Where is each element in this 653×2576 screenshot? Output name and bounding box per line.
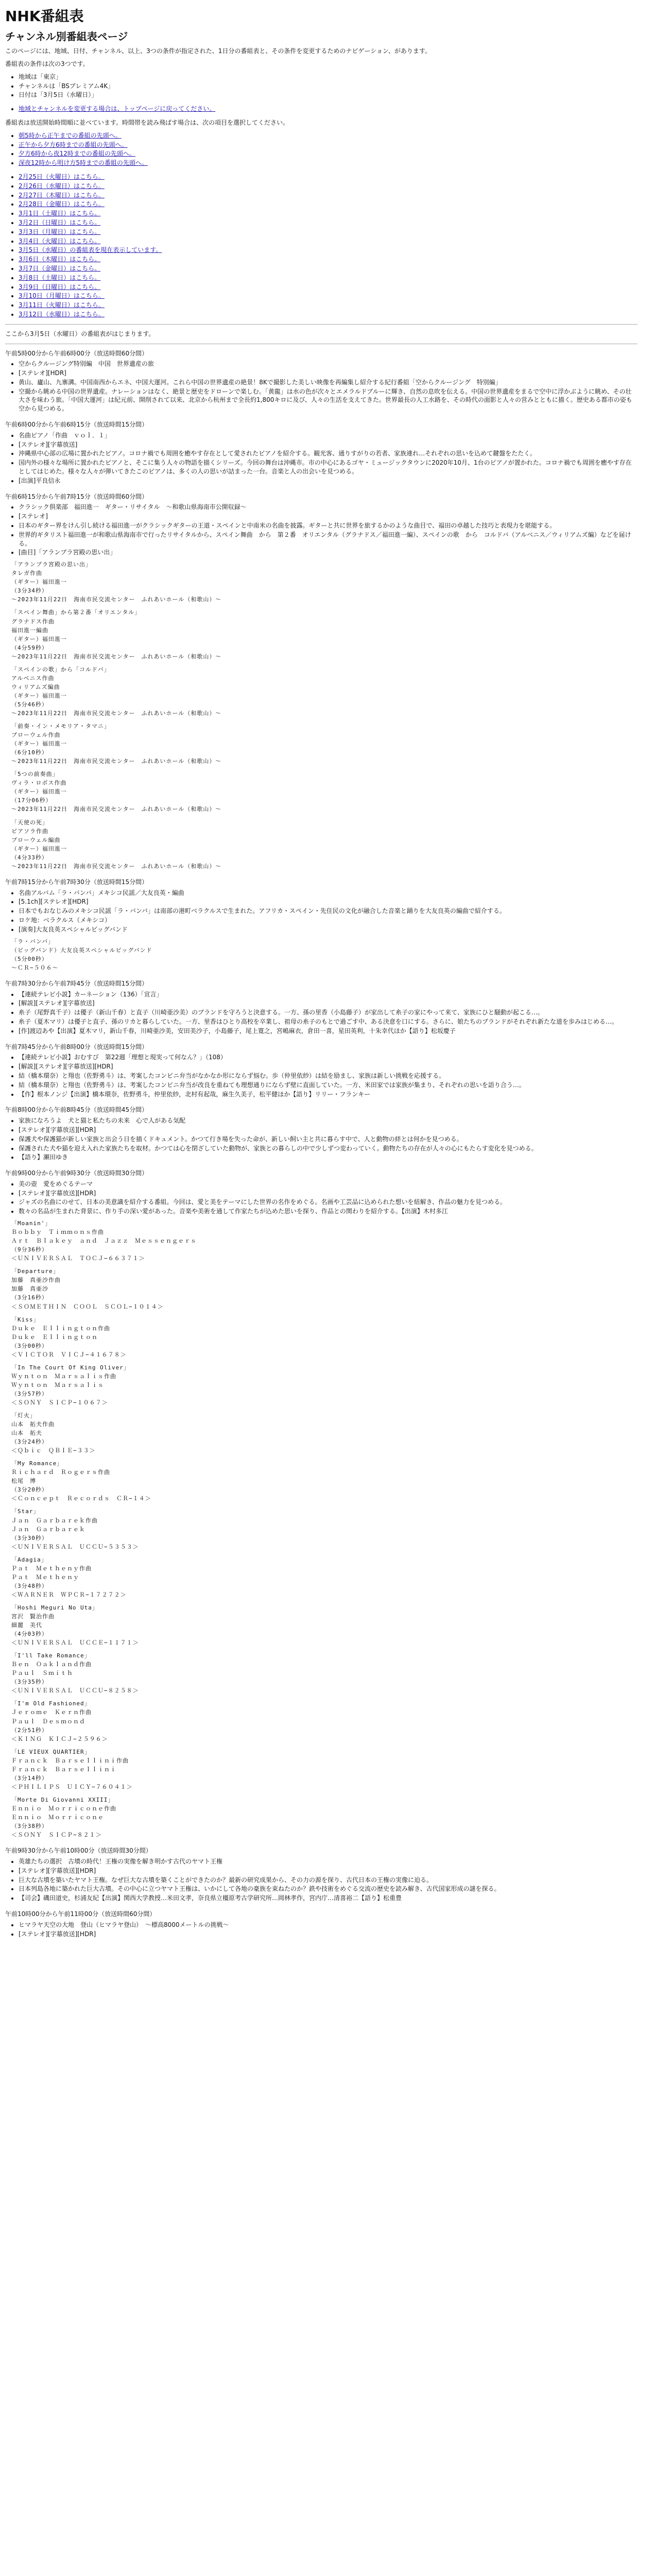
date-nav-item — [19, 209, 638, 218]
music-entry: 「Hoshi Meguri No Uta」 宮沢 賢治作曲 細麗 美代 （4分03秒） ＜ＵＮＩＶＥＲＳＡＬ ＵＣＣＥ−１１７１＞ — [11, 1604, 139, 1647]
program-time: 午前9時30分から午前10時00分（放送時間30分間） — [5, 1847, 152, 1855]
music-entry: 「スペイン舞曲」から第２番「オリエンタル」 グラナドス作曲 福田進一編曲 （ギター）福田進一 （4分59秒） 〜2023年11月22日 海南市民交流センター ふれあいホール（和歌山）〜 — [11, 609, 222, 660]
date-nav-link[interactable]: 3月1日（土曜日）はこちら。 — [19, 210, 101, 217]
date-nav-link[interactable]: 3月12日（水曜日）はこちら。 — [19, 310, 105, 318]
date-nav-link[interactable]: 3月6日（木曜日）はこちら。 — [19, 256, 101, 263]
program-title: • 【連続テレビ小説】おむすび 第22週「理想と現実って何なん？」（108） — [19, 1053, 638, 1062]
program-detail: • [ステレオ][字幕放送][HDR] — [19, 1930, 638, 1939]
program-detail: • 数々の名品が生まれた背景に、作り手の深い愛があった。音楽や美術を通して作家たちが込めた思いを探り、作品との関わりを紹介する。【出演】木村多江 — [19, 1207, 638, 1216]
date-nav-link[interactable]: 3月7日（金曜日）はこちら。 — [19, 264, 101, 272]
program-detail: • 【司会】磯田道史，杉浦友紀【出演】関西大学教授…米田文孝，奈良県立橿原考古学研究所…岡林孝作，宮内庁…清喜裕二【語り】松重豊 — [19, 1894, 638, 1903]
program-details — [5, 1116, 638, 1162]
program-title: • 家族になろうよ 犬と猫と私たちの未来 心で人がある気配 — [19, 1116, 638, 1125]
music-entry: 「Morte Di Giovanni XXIII」 Ｅｎｎｉｏ Ｍｏｒｒｉｃｏｎｅ作曲 Ｅｎｎｉｏ Ｍｏｒｒｉｃｏｎｅ （3分38秒） ＜ＳＯＮＹ ＳＩＣＰ−８２１＞ — [11, 1796, 116, 1839]
music-entry: 「In The Court Of King Oliver」 Ｗｙｎｔｏｎ Ｍａｒｓａｌｉｓ作曲 Ｗｙｎｔｏｎ Ｍａｒｓａｌｉｓ （3分57秒） ＜ＳＯＮＹ ＳＩＣＰ−１０６７＞ — [11, 1364, 130, 1406]
date-nav-item — [19, 292, 638, 300]
top-link-item — [19, 105, 638, 113]
date-nav-item — [19, 274, 638, 282]
program-details — [5, 889, 638, 934]
program-title: • 【連続テレビ小説】カーネーション（136）「宣言」 — [19, 990, 638, 999]
time-nav-item — [19, 159, 638, 167]
program-details — [5, 431, 638, 485]
date-nav-item — [19, 301, 638, 310]
date-nav-link[interactable]: 3月5日（水曜日）の番組表を現在表示しています。 — [19, 246, 162, 254]
time-nav-midnight-link[interactable]: 深夜12時から明け方5時までの番組の先頭へ。 — [19, 159, 148, 167]
program-time: 午前6時15分から午前7時15分（放送時間60分間） — [5, 493, 148, 500]
program-detail: • 沖縄県中心部の広場に置かれたピアノ。コロナ禍でも周囲を癒やす存在として愛されたピアノを紹介する。観光客、通りすがりの若者、家族連れ…それぞれの思いを込めて鍵盤をたたく。 — [19, 449, 638, 458]
program-time: 午前5時00分から午前6時00分（放送時間60分間） — [5, 349, 148, 357]
program — [5, 878, 638, 972]
program-detail: • [作]渡辺あや【出演】夏木マリ，新山千春，川崎亜沙美，安田美沙子，小島藤子，尾上寛之，宮嶋麻衣，倉田一喜，星田英利，十朱幸代ほか【語り】松坂慶子 — [19, 1027, 638, 1036]
program-detail: • 巨大な古墳を築いたヤマト王権。なぜ巨大な古墳を築くことができたのか？最新の研究成果から、その力の源を探り、古代日本の王権の実像に迫る。 — [19, 1876, 638, 1885]
program — [5, 1169, 638, 1839]
date-nav-item — [19, 228, 638, 236]
program-detail: • 保護犬や保護猫が新しい家族と出会う日を描くドキュメント。かつて行き場を失った命が、新しい飼い主と共に暮らす中で、人と動物の絆とは何かを見つめる。 — [19, 1135, 638, 1144]
time-nav-item — [19, 141, 638, 149]
condition-date: • 日付は「3月5日（水曜日）」 — [19, 91, 638, 99]
program-time: 午前6時00分から午前6時15分（放送時間15分間） — [5, 421, 148, 429]
date-nav-link[interactable]: 2月27日（木曜日）はこちら。 — [19, 191, 105, 199]
program-time: 午前9時00分から午前9時30分（放送時間30分間） — [5, 1170, 148, 1177]
music-entry: 「My Romance」 Ｒｉｃｈａｒｄ Ｒｏｇｅｒｓ作曲 松尾 博 （3分20秒） ＜Ｃｏｎｃｅｐｔ Ｒｅｃｏｒｄｓ ＣＲ−１４＞ — [11, 1460, 151, 1502]
program-detail: • [出演]平良信永 — [19, 477, 638, 485]
date-nav-item — [19, 283, 638, 292]
music-entry: 「灯火」 山本 拓夫作曲 山本 拓夫 （3分24秒） ＜Ｑｂｉｃ ＱＢＩＥ−３３＞ — [11, 1412, 96, 1454]
date-nav-link[interactable]: 3月11日（火曜日）はこちら。 — [19, 301, 105, 309]
date-nav-item — [19, 237, 638, 246]
date-nav-link[interactable]: 3月10日（月曜日）はこちら。 — [19, 292, 105, 300]
program-details — [5, 1857, 638, 1903]
time-nav — [5, 131, 638, 167]
program-detail: • [ステレオ][字幕放送] — [19, 440, 638, 449]
top-page-link[interactable]: 地域とチャンネルを変更する場合は、トップページに戻ってください。 — [19, 105, 216, 113]
date-nav-link[interactable]: 3月2日（日曜日）はこちら。 — [19, 218, 101, 226]
top-link-list — [5, 105, 638, 113]
program-detail: • [演奏]大友良英スペシャルビッグバンド — [19, 925, 638, 934]
program-detail: • [解説][ステレオ][字幕放送] — [19, 999, 638, 1008]
program-details — [5, 1180, 638, 1216]
program-detail: • 世界的ギタリスト福田進一が和歌山県海南市で行ったリサイタルから、スペイン舞曲 から 第２番 オリエンタル（グラナドス／福田進一編）、スペインの歌 から コルドバ（アルベニス／ウィリアムズ編）などを届ける。 — [19, 531, 638, 548]
date-nav-item — [19, 310, 638, 319]
music-entry: 「Star」 Ｊａｎ Ｇａｒｂａｒｅｋ作曲 Ｊａｎ Ｇａｒｂａｒｅｋ （3分30秒） ＜ＵＮＩＶＥＲＳＡＬ ＵＣＣＵ−５３５３＞ — [11, 1508, 139, 1550]
date-nav-link[interactable]: 3月9日（日曜日）はこちら。 — [19, 283, 101, 291]
program-details — [5, 1053, 638, 1098]
page-intro: このページには、地域、日付、チャンネル、以上、3つの条件が指定された、1日分の番組表と、その条件を変更するためのナビゲーション、があります。 — [5, 47, 431, 55]
program-title: • クラシック倶楽部 福田進一 ギター・リサイタル 〜和歌山県海南市公開収録〜 — [19, 503, 638, 512]
date-nav-item — [19, 264, 638, 273]
program-title: • 名曲ピアノ「作曲 ｖｏｌ．１」 — [19, 431, 638, 440]
date-nav-item — [19, 173, 638, 181]
music-entry: 「アランブラ宮殿の思い出」 タレガ作曲 （ギター）福田進一 （3分34秒） 〜2023年11月22日 海南市民交流センター ふれあいホール（和歌山）〜 — [11, 561, 222, 603]
program-detail: • [ステレオ][HDR] — [19, 369, 638, 378]
date-nav-link[interactable]: 3月3日（月曜日）はこちら。 — [19, 228, 101, 235]
program-title: • ヒマラヤ天空の大地 登山（ヒマラヤ登山） 〜標高8000メートルの挑戦〜 — [19, 1921, 638, 1929]
program — [5, 1910, 638, 1938]
program-title: • 空からクルージング特別編 中国 世界遺産の旅 — [19, 360, 638, 368]
program-details — [5, 990, 638, 1036]
date-nav-item — [19, 218, 638, 227]
music-entry: 「スペインの歌」から「コルドバ」 アルベニス作曲 ウィリアムズ編曲 （ギター）福田進一 （5分46秒） 〜2023年11月22日 海南市民交流センター ふれあいホール（和歌山）〜 — [11, 666, 222, 717]
program — [5, 349, 638, 414]
date-nav-link[interactable]: 2月25日（火曜日）はこちら。 — [19, 173, 105, 180]
program-details — [5, 360, 638, 413]
program-detail: • 国内外の様々な場所に置かれたピアノと、そこに集う人々の物語を描くシリーズ。今回の舞台は沖縄市。市の中心にあるゴヤ・ミュージックタウンに2020年10月、1台のピアノが置かれた。コロナ禍でも周囲を癒やす存在としてはじめた。様々な人々が弾いてきたこのピアノは、多くの人の思いが詰まった一台。音楽と人の出会いを見つめる。 — [19, 459, 638, 476]
music-entry: 「I'm Old Fashioned」 Ｊｅｒｏｍｅ Ｋｅｒｎ作曲 Ｐａｕｌ Ｄｅｓｍｏｎｄ （2分51秒） ＜ＫＩＮＧ ＫＩＣＪ−２５９６＞ — [11, 1700, 108, 1742]
site-title: NHK番組表 — [5, 8, 84, 25]
conditions-intro: 番組表の条件は次の3つです。 — [5, 60, 89, 67]
program-detail: • 糸子（夏木マリ）は優子と直子、孫のリカと暮らしていた。一方、里香はひとり高校を卒業し、祖母の糸子のもとで過ごす中、ある決意を口にする。さらに、娘たちのブランドがそれぞれ新たな道を歩みはじめる…。 — [19, 1018, 638, 1026]
program — [5, 420, 638, 485]
music-entry: 「天使の死」 ピアソラ作曲 ブローウェル編曲 （ギター）福田進一 （4分33秒） 〜2023年11月22日 海南市民交流センター ふれあいホール（和歌山）〜 — [11, 819, 222, 870]
list-intro: ここから3月5日（水曜日）の番組表がはじまります。 — [5, 330, 155, 337]
date-nav-item — [19, 191, 638, 200]
music-entry: 「ラ・バンバ」 （ビッグバンド）大友良英スペシャルビッグバンド （5分00秒） 〜ＣＲ−５０６〜 — [11, 938, 152, 971]
program-title: • 英雄たちの選択 古墳の時代！王権の実像を解き明かす古代のヤマト王権 — [19, 1857, 638, 1866]
program-detail: • 日本でもおなじみのメキシコ民謡「ラ・バンバ」は南部の港町ベラクルスで生まれた。アフリカ・スペイン・先住民の文化が融合した音楽と踊りを大友良英の編曲で紹介する。 — [19, 907, 638, 916]
music-entry: 「5つの前奏曲」 ヴィラ・ロボス作曲 （ギター）福田進一 （17分06秒） 〜2023年11月22日 海南市民交流センター ふれあいホール（和歌山）〜 — [11, 771, 222, 813]
program-detail: • ロケ地：ベラクルス（メキシコ） — [19, 916, 638, 925]
program-detail: • 糸子（尾野真千子）は優子（新山千春）と直子（川崎亜沙美）のブランドを守ろうと決意する。一方、孫の里香（小島藤子）が家出して糸子の家にやって来て、家族にひと騒動が起こる…。 — [19, 1008, 638, 1017]
time-nav-evening-link[interactable]: 夕方6時から夜12時までの番組の先頭へ。 — [19, 150, 135, 158]
program-time: 午前7時45分から午前8時00分（放送時間15分間） — [5, 1043, 148, 1050]
music-entry: 「Moanin'」 Ｂｏｂｂｙ Ｔｉｍｍｏｎｓ作曲 Ａｒｔ Ｂｌａｋｅｙ ａｎｄ Ｊａｚｚ Ｍｅｓｓｅｎｇｅｒｓ （9分36秒） ＜ＵＮＩＶＥＲＳＡＬ ＴＯＣＪ−６６３７１＞ — [11, 1220, 197, 1262]
program — [5, 979, 638, 1036]
time-nav-item — [19, 131, 638, 140]
date-nav-link[interactable]: 2月28日（金曜日）はこちら。 — [19, 200, 105, 208]
program-detail: • [曲目]「アランブラ宮殿の思い出」 — [19, 548, 638, 557]
program-detail: • 日本のギター界をけん引し続ける福田進一がクラシックギターの王道・スペインと中南米の名曲を披露。ギターと共に世界を旅するかのような曲目で、福田の卓越した技巧と表現力を堪能する。 — [19, 521, 638, 530]
program-detail: • [5.1ch][ステレオ][HDR] — [19, 897, 638, 906]
program-detail: • ジャズの名曲にのせて、日本の美意識を紹介する番組。今回は、愛と美をテーマにした世界の名作をめぐる。名画や工芸品に込められた想いを紐解き、作品の魅力を見つめる。 — [19, 1198, 638, 1207]
program-detail: • [ステレオ][字幕放送][HDR] — [19, 1867, 638, 1875]
condition-region: • 地域は「東京」 — [19, 73, 638, 81]
program-detail: • [ステレオ][字幕放送][HDR] — [19, 1126, 638, 1134]
music-entry: 「前奏・イン・メモリア・タマニ」 ブローウェル作曲 （ギター）福田進一 （6分10秒） 〜2023年11月22日 海南市民交流センター ふれあいホール（和歌山）〜 — [11, 723, 222, 765]
divider — [5, 324, 638, 325]
program-detail: • [解説][ステレオ][字幕放送][HDR] — [19, 1062, 638, 1071]
music-entry: 「LE VIEUX QUARTIER」 Ｆｒａｎｃｋ Ｂａｒｓｅｌｌｉｎｉ作曲 Ｆｒａｎｃｋ Ｂａｒｓｅｌｌｉｎｉ （3分14秒） ＜ＰＨＩＬＩＰＳ ＵＩＣＹ−７６０４１＞ — [11, 1748, 133, 1790]
date-nav-link[interactable]: 3月8日（土曜日）はこちら。 — [19, 274, 101, 281]
music-entry: 「Kiss」 Ｄｕｋｅ Ｅｌｌｉｎｇｔｏｎ作曲 Ｄｕｋｅ Ｅｌｌｉｎｇｔｏｎ （3分00秒） ＜ＶＩＣＴＯＲ ＶＩＣＪ−４１６７８＞ — [11, 1316, 127, 1358]
date-nav-item — [19, 255, 638, 264]
date-nav-link[interactable]: 2月26日（水曜日）はこちら。 — [19, 182, 105, 190]
music-entry: 「Departure」 加藤 真亜沙作曲 加藤 真亜沙 （3分16秒） ＜ＳＯＭＥＴＨＩＮ ＣＯＯＬ ＳＣＯＬ−１０１４＞ — [11, 1268, 164, 1310]
date-nav-item — [19, 200, 638, 209]
program-detail: • 日本列島各地に築かれた巨大古墳。その中心に立つヤマト王権は、いかにして各地の豪族を束ねたのか？鉄や技術をめぐる交流の歴史を読み解き、古代国家形成の謎を探る。 — [19, 1885, 638, 1893]
program-list — [5, 349, 638, 1939]
program-detail: • [ステレオ] — [19, 512, 638, 521]
time-nav-intro: 番組表は放送開始時間順に並べています。時間帯を読み飛ばす場合は、次の項目を選択してください。 — [5, 118, 289, 126]
page-title: チャンネル別番組表ページ — [5, 30, 128, 43]
program — [5, 1106, 638, 1162]
program — [5, 1043, 638, 1099]
program-details — [5, 1921, 638, 1939]
program — [5, 493, 638, 871]
conditions-list — [5, 73, 638, 99]
time-nav-morning-link[interactable]: 朝5時から正午までの番組の先頭へ。 — [19, 131, 122, 139]
date-nav — [5, 173, 638, 319]
program-time: 午前7時30分から午前7時45分（放送時間15分間） — [5, 979, 148, 987]
program-detail: • 空撮から眺める中国の世界遺産。ナレーションはなく、絶景と歴史をドローンで楽しむ。「黄龍」は水の色が次々とエメラルドブルーに輝き、自然の息吹を伝える。中国の世界遺産をまるで空中に浮かぶように眺め、その壮大さを味わう旅。「中国大運河」は紀元前、開削されて以来、北京から杭州まで全長約1,800キロに及び、人々の生活を支えてきた。世界最長の人工水路を、その時代の面影と人々の営みとともに描く。歴史ある都市の姿も空から見つめる。 — [19, 387, 638, 413]
program-detail: • 【作】根本ノンジ【出演】橋本環奈，佐野勇斗，仲里依紗，北村有起哉，麻生久美子，松平健ほか【語り】リリー・フランキー — [19, 1090, 638, 1099]
date-nav-item — [19, 182, 638, 191]
program-title: • 名曲アルバム「ラ・バンバ」メキシコ民謡／大友良英・編曲 — [19, 889, 638, 897]
program-details — [5, 503, 638, 557]
program-time: 午前8時00分から午前8時45分（放送時間45分間） — [5, 1106, 148, 1114]
music-entry: 「Adagia」 Ｐａｔ Ｍｅｔｈｅｎｙ作曲 Ｐａｔ Ｍｅｔｈｅｎｙ （3分48秒） ＜ＷＡＲＮＥＲ ＷＰＣＲ−１７２７２＞ — [11, 1556, 127, 1598]
time-nav-item — [19, 149, 638, 158]
program-detail: • 【語り】瀬田ゆき — [19, 1153, 638, 1162]
program-detail: • 黄山、廬山、九寨溝。中国南西からエネ、中国大運河。これら中国の世界遺産の絶景！8Kで撮影した美しい映像を再編集し紹介する紀行番組「空からクルージング 特別編」 — [19, 378, 638, 387]
program-time: 午前7時15分から午前7時30分（放送時間15分間） — [5, 878, 148, 886]
program-detail: • 結（橋本環奈）と翔也（佐野勇斗）は、考案したコンビニ弁当が改良を重ねても理想通りにならず壁に直面していた。一方、米田家では家族が集まり、それぞれの思いを語り合う…。 — [19, 1081, 638, 1090]
program-detail: • 保護された犬や猫を迎え入れた家族たちを取材。かつては心を閉ざしていた動物が、家族との暮らしの中で少しずつ変わっていく。動物たちの存在が人々の心にもたらす変化を見つめる。 — [19, 1144, 638, 1153]
program-title: • 美の壺 愛をめぐるテーマ — [19, 1180, 638, 1189]
program-detail: • 結（橋本環奈）と翔也（佐野勇斗）は、考案したコンビニ弁当がなかなか形にならず悩む。歩（仲里依紗）は結を励まし、家族は新しい挑戦を応援する。 — [19, 1072, 638, 1080]
time-nav-afternoon-link[interactable]: 正午から夕方6時までの番組の先頭へ。 — [19, 141, 128, 148]
program-time: 午前10時00分から午前11時00分（放送時間60分間） — [5, 1910, 156, 1918]
music-entry: 「I'll Take Romance」 Ｂｅｎ Ｏａｋｌａｎｄ作曲 Ｐａｕｌ Ｓｍｉｔｈ （3分35秒） ＜ＵＮＩＶＥＲＳＡＬ ＵＣＣＵ−８２５８＞ — [11, 1652, 139, 1694]
condition-channel: • チャンネルは「BSプレミアム4K」 — [19, 82, 638, 91]
program — [5, 1846, 638, 1903]
program-detail: • [ステレオ][字幕放送][HDR] — [19, 1189, 638, 1198]
date-nav-item — [19, 246, 638, 255]
date-nav-link[interactable]: 3月4日（火曜日）はこちら。 — [19, 237, 101, 245]
